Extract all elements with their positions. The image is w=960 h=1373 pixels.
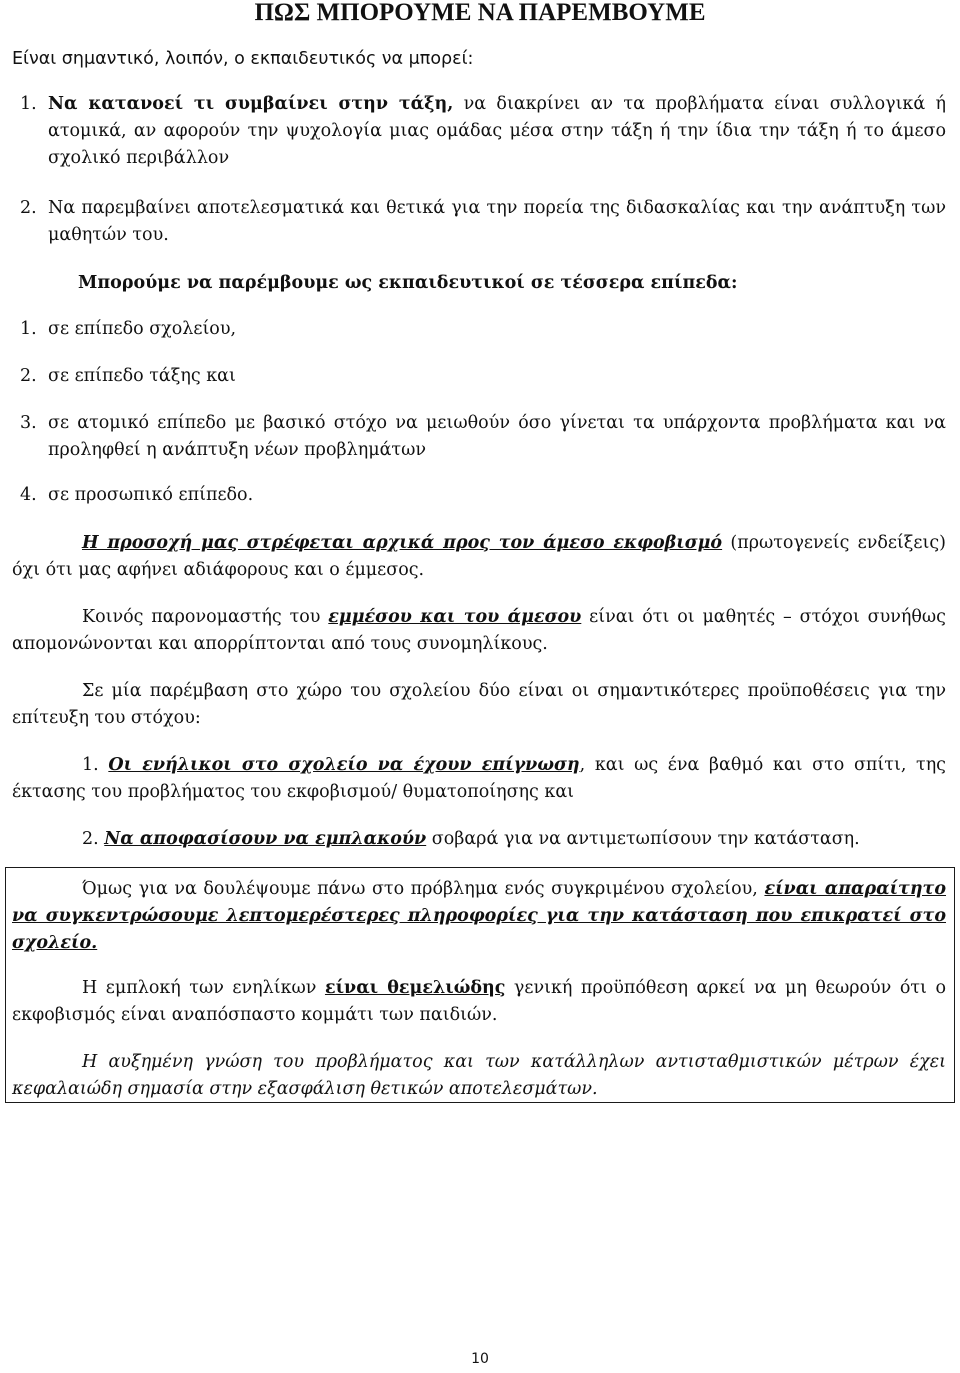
ability-text: να διακρίνει αν τα προβλήματα είναι συλλογικά ή ατομικά, αν αφορούν την ψυχολογία μιας ομάδας μέσα στην τάξη ή την ίδια την τάξη ή το άμεσο σχολικό περιβάλλον: [48, 94, 946, 168]
list-number: 2.: [82, 829, 99, 849]
box-text: Η εμπλοκή των ενηλίκων: [82, 978, 325, 998]
conditions-intro: Σε μία παρέμβαση στο χώρο του σχολείου δύο είναι οι σημαντικότερες προϋποθέσεις για την επίτευξη του στόχου:: [12, 681, 946, 728]
box-paragraph-3: Η αυξημένη γνώση του προβλήματος και των κατάλληλων αντισταθμιστικών μέτρων έχει κεφαλαιώδη σημασία στην εξασφάλιση θετικών αποτελεσμάτων.: [12, 1052, 946, 1099]
common-emphasis: εμμέσου και του άμεσου: [328, 607, 582, 627]
list-number: 1.: [20, 94, 37, 114]
page-title: ΠΩΣ ΜΠΟΡΟΥΜΕ ΝΑ ΠΑΡΕΜΒΟΥΜΕ: [254, 0, 706, 26]
list-number: 2.: [20, 366, 37, 386]
list-number: 1.: [20, 319, 37, 339]
level-text: σε προσωπικό επίπεδο.: [48, 485, 254, 505]
level-text: σε επίπεδο σχολείου,: [48, 319, 237, 339]
focus-paragraph: [12, 530, 946, 584]
intro-text: Είναι σημαντικό, λοιπόν, ο εκπαιδευτικός να μπορεί:: [12, 49, 474, 69]
level-text: σε επίπεδο τάξης και: [48, 366, 236, 386]
list-item-level-3: [20, 410, 946, 464]
condition-emphasis: Να αποφασίσουν να εμπλακούν: [104, 829, 427, 849]
condition-emphasis: Οι ενήλικοι στο σχολείο να έχουν επίγνωση: [108, 755, 580, 775]
list-number: 3.: [20, 413, 37, 433]
ability-emphasis: Να κατανοεί τι συμβαίνει στην τάξη,: [48, 94, 454, 114]
list-item-level-4: [20, 482, 946, 509]
condition-text: σοβαρά για να αντιμετωπίσουν την κατάσταση.: [426, 829, 860, 849]
list-number: 1.: [82, 755, 99, 775]
box-text: Όμως για να δουλέψουμε πάνω στο πρόβλημα ενός συγκριμένου σχολείου,: [82, 879, 765, 899]
list-number: 4.: [20, 485, 37, 505]
list-number: 2.: [20, 198, 37, 218]
ability-text: Να παρεμβαίνει αποτελεσματικά και θετικά για την πορεία της διδασκαλίας και την ανάπτυξη των μαθητών του.: [48, 198, 946, 245]
list-item-level-1: [20, 316, 946, 343]
list-item-level-2: [20, 363, 946, 390]
page-number: 10: [471, 1351, 489, 1367]
common-text-end: είναι ότι οι μαθητές – στόχοι συνήθως απομονώνονται και απορρίπτονται από τους συνομηλίκους.: [12, 607, 946, 654]
focus-emphasis: Η προσοχή μας στρέφεται αρχικά προς τον άμεσο εκφοβισμό: [82, 533, 723, 553]
box-emphasis: είναι θεμελιώδης: [324, 978, 506, 998]
box-text-end: γενική προϋπόθεση αρκεί να μη θεωρούν ότι ο εκφοβισμός είναι αναπόσπαστο κομμάτι των παιδιών.: [12, 978, 946, 1025]
level-text: σε ατομικό επίπεδο με βασικό στόχο να μειωθούν όσο γίνεται τα υπάρχοντα προβλήματα και να προληφθεί η ανάπτυξη νέων προβλημάτων: [48, 413, 946, 460]
condition-text: , και ως ένα βαθμό και στο σπίτι, της έκτασης του προβλήματος του εκφοβισμού/ θυματοποίησης και: [12, 755, 946, 802]
focus-text: (πρωτογενείς ενδείξεις) όχι ότι μας αφήνει αδιάφορους και ο έμμεσος.: [12, 533, 946, 580]
box-paragraph-1: [12, 876, 946, 957]
condition-1: [12, 752, 946, 806]
box-paragraph-2: [12, 975, 946, 1029]
list-item-ability-1: [20, 91, 946, 172]
common-paragraph: [12, 604, 946, 658]
list-item-ability-2: [20, 195, 946, 249]
common-text-start: Κοινός παρονομαστής του: [82, 607, 329, 627]
box-emphasis: είναι απαραίτητο να συγκεντρώσουμε λεπτομερέστερες πληροφορίες για την κατάσταση που επικρατεί στο σχολείο.: [12, 879, 946, 953]
condition-2: [12, 826, 946, 853]
levels-heading: Μπορούμε να παρέμβουμε ως εκπαιδευτικοί σε τέσσερα επίπεδα:: [78, 273, 738, 293]
